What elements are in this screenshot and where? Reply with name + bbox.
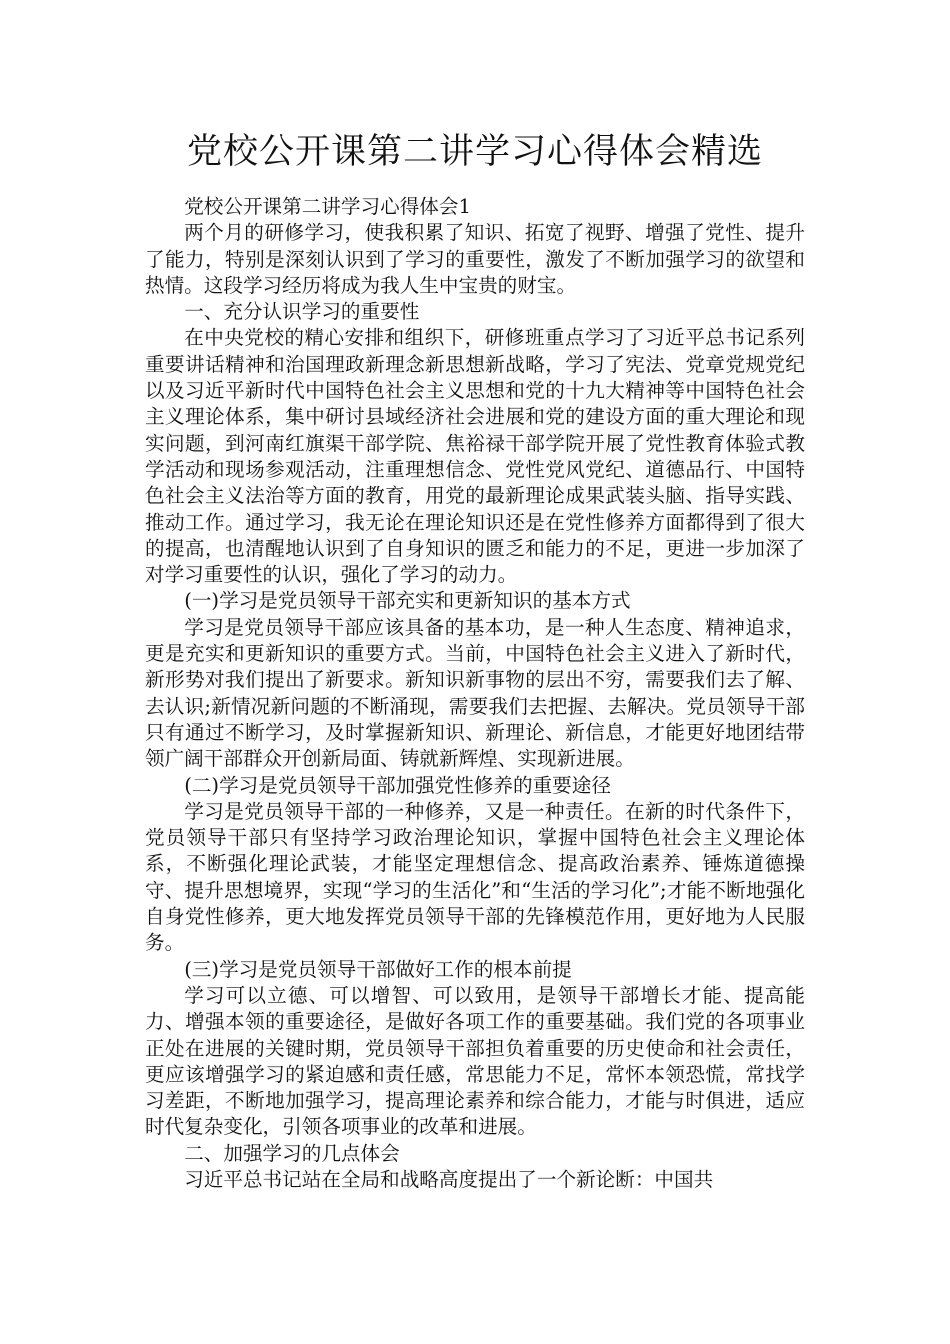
paragraph-subsection-2: 学习是党员领导干部的一种修养，又是一种责任。在新的时代条件下，党员领导干部只有坚持学习政治理论知识，掌握中国特色社会主义理论体系，不断强化理论武装，才能坚定理想信念、提高政治素养、锤炼道德操守、提升思想境界，实现“学习的生活化”和“生活的学习化”;才能不断地强化自身党性修养，更大地发挥党员领导干部的先锋模范作用，更好地为人民服务。 [145,799,805,955]
paragraph-section-2: 习近平总书记站在全局和战略高度提出了一个新论断：中国共 [184,1167,714,1191]
subsection-heading-2: (二)学习是党员领导干部加强党性修养的重要途径 [184,773,611,797]
subtitle-heading: 党校公开课第二讲学习心得体会1 [184,195,471,218]
subsection-heading-3: (三)学习是党员领导干部做好工作的根本前提 [184,957,572,981]
subsection-heading-1: (一)学习是党员领导干部充实和更新知识的基本方式 [184,589,631,613]
paragraph-intro: 两个月的研修学习，使我积累了知识、拓宽了视野、增强了党性、提升了能力，特别是深刻认识到了学习的重要性，激发了不断加强学习的欲望和热情。这段学习经历将成为我人生中宝贵的财宝。 [145,221,805,297]
section-heading-2: 二、加强学习的几点体会 [184,1141,400,1165]
paragraph-section-1: 在中央党校的精心安排和组织下，研修班重点学习了习近平总书记系列重要讲话精神和治国理政新理念新思想新战略，学习了宪法、党章党规党纪以及习近平新时代中国特色社会主义思想和党的十九大精神等中国特色社会主义理论体系，集中研讨县域经济社会进展和党的建设方面的重大理论和现实问题，到河南红旗渠干部学院、焦裕禄干部学院开展了党性教育体验式教学活动和现场参观活动，注重理想信念、党性党风党纪、道德品行、中国特色社会主义法治等方面的教育，用党的最新理论成果武装头脑、指导实践、推动工作。通过学习，我无论在理论知识还是在党性修养方面都得到了很大的提高，也清醒地认识到了自身知识的匮乏和能力的不足，更进一步加深了对学习重要性的认识，强化了学习的动力。 [145,326,805,587]
document-body [145,194,805,1193]
document-title: 党校公开课第二讲学习心得体会精选 [186,132,763,172]
paragraph-subsection-3: 学习可以立德、可以增智、可以致用，是领导干部增长才能、提高能力、增强本领的重要途径，是做好各项工作的重要基础。我们党的各项事业正处在进展的关键时期，党员领导干部担负着重要的历史使命和社会责任，更应该增强学习的紧迫感和责任感，常思能力不足，常怀本领恐慌，常找学习差距，不断地加强学习，提高理论素养和综合能力，才能与时俱进，适应时代复杂变化，引领各项事业的改革和进展。 [145,983,805,1139]
section-heading-1: 一、充分认识学习的重要性 [184,300,420,324]
paragraph-subsection-1: 学习是党员领导干部应该具备的基本功，是一种人生态度、精神追求，更是充实和更新知识的重要方式。当前，中国特色社会主义进入了新时代，新形势对我们提出了新要求。新知识新事物的层出不穷，需要我们去了解、去认识;新情况新问题的不断涌现，需要我们去把握、去解决。党员领导干部只有通过不断学习，及时掌握新知识、新理论、新信息，才能更好地团结带领广阔干部群众开创新局面、铸就新辉煌、实现新进展。 [145,615,805,771]
